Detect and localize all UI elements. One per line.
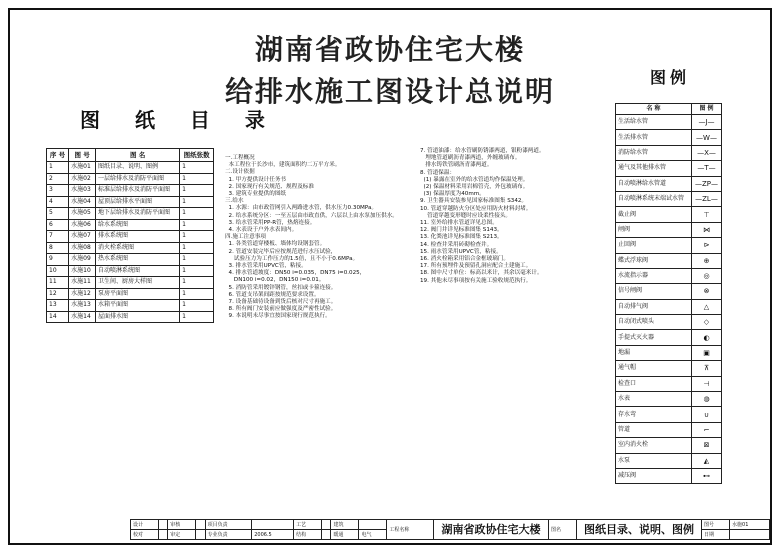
legend-header: 名 称 [616,104,692,115]
legend-symbol-icon: ∪ [692,407,722,422]
directory-cell: 1 [180,311,214,323]
directory-heading: 图 纸 目 录 [80,108,279,132]
legend-symbol-icon: —ZP— [692,176,722,191]
directory-header: 图纸张数 [180,149,214,162]
directory-cell: 屋顶层给排水平面图 [96,196,180,208]
tb-date-label: 日期 [702,530,730,540]
legend-row [616,253,722,268]
legend-symbol-icon: ◭ [692,453,722,468]
directory-cell: 标准层给排水及消防平面图 [96,185,180,197]
legend-name: 自动闭式喷头 [616,315,692,330]
tb-date: 2006.5 [252,530,294,540]
legend-symbol-icon: ⊼ [692,361,722,376]
tb-label: 设计 [131,520,159,530]
legend-name: 管道 [616,422,692,437]
tb-label: 结构 [294,530,322,540]
drawing-directory-table [46,148,214,323]
tb-label: 审核 [168,520,196,530]
directory-cell: 水施05 [69,208,96,220]
legend-row [616,161,722,176]
directory-cell: 8 [47,242,69,254]
legend-name: 地漏 [616,345,692,360]
legend-symbol-icon: ⌐ [692,422,722,437]
directory-row [47,196,214,208]
legend-name: 通气帽 [616,361,692,376]
legend-name: 蝶式浮球阀 [616,253,692,268]
directory-cell: 水施14 [69,311,96,323]
legend-row [616,191,722,206]
legend-row [616,176,722,191]
legend-row [616,345,722,360]
directory-header: 图 名 [96,149,180,162]
directory-cell: 屋面排水图 [96,311,180,323]
tb-drawing-label: 图名 [549,520,577,540]
legend-name: 水流指示器 [616,268,692,283]
tb-label: 电气 [359,530,387,540]
legend-row [616,361,722,376]
legend-symbol-icon: —X— [692,145,722,160]
legend-symbol-icon: ⊕ [692,253,722,268]
legend-name: 手提式灭火器 [616,330,692,345]
directory-cell: 卫生间、厨房大样图 [96,277,180,289]
directory-cell: 水施03 [69,185,96,197]
directory-cell: 1 [180,208,214,220]
legend-row [616,145,722,160]
directory-row [47,219,214,231]
directory-cell: 13 [47,300,69,312]
title-block [130,519,770,540]
legend-row [616,330,722,345]
legend-symbol-icon: ⊣ [692,376,722,391]
directory-cell: 自动喷淋系统图 [96,265,180,277]
legend-row [616,284,722,299]
directory-cell: 消火栓系统图 [96,242,180,254]
directory-cell: 10 [47,265,69,277]
directory-cell: 水施01 [69,162,96,174]
tb-drawing-name: 图纸目录、说明、图例 [577,520,702,540]
directory-cell: 地下层给排水及消防平面图 [96,208,180,220]
legend-name: 水表 [616,392,692,407]
tb-label: 建筑 [331,520,359,530]
directory-cell: 1 [180,254,214,266]
drawing-title-line1: 湖南省政协住宅大楼 [254,33,525,66]
legend-symbol-icon: ◎ [692,268,722,283]
legend-header: 图 例 [692,104,722,115]
legend-symbol-icon: ⊷ [692,468,722,483]
legend-name: 信号闸阀 [616,284,692,299]
directory-cell: 9 [47,254,69,266]
directory-cell: 1 [180,185,214,197]
notes-column-2: 7. 管道油漆：给水管刷防锈漆两道，银粉漆两道。 埋地管道刷沥青漆两道，外缠玻璃布。 排水铸铁管刷沥青漆两道。 8. 管道保温： (1) 暴露在室外的给水管道均作保温处理。 (2) 保温材料采用岩棉管壳，外包玻璃布。 (3) 保温厚度为40mm。 9. 卫生器具安装参见国家标准图集 S342。 10. 管道穿越防火分区处应用防火材料封堵。 管道穿越变形缝时应设柔性接头。 11. 室外给排水管道详见总图。 12. 阀门井详见标准图集 S143。 13. 化粪池详见标准图集 S213。 14. 检查井采用砖砌检查井。 15. 雨水管采用UPVC管，粘接。 16. 消火栓箱采用铝合金框玻璃门。 17. 所有预埋件及预留孔洞应配合土建施工。 18. 图中尺寸单位：标高以米计，其余以毫米计。 19. 其他未尽事项按有关施工验收规范执行。 [420,148,545,284]
directory-cell: 水箱平面图 [96,300,180,312]
directory-row [47,185,214,197]
legend-heading: 图例 [650,68,691,87]
directory-cell: 热水系统图 [96,254,180,266]
directory-cell: 水施08 [69,242,96,254]
legend-row [616,222,722,237]
legend-name: 检查口 [616,376,692,391]
legend-name: 生活排水管 [616,130,692,145]
legend-name: 自动喷淋给水管道 [616,176,692,191]
directory-cell: 水施04 [69,196,96,208]
directory-cell: 1 [180,173,214,185]
tb-label: 专业负责 [205,530,252,540]
legend-row [616,407,722,422]
legend-row [616,238,722,253]
legend-symbol-icon: △ [692,299,722,314]
tb-label: 暖通 [331,530,359,540]
directory-row [47,288,214,300]
directory-cell: 7 [47,231,69,243]
directory-cell: 水施02 [69,173,96,185]
tb-label: 项目负责 [205,520,252,530]
directory-cell: 水施09 [69,254,96,266]
tb-project-name: 湖南省政协住宅大楼 [434,520,549,540]
legend-symbol-icon: —J— [692,115,722,130]
directory-row [47,173,214,185]
legend-name: 减压阀 [616,468,692,483]
tb-project-label: 工程名称 [387,520,434,540]
legend-symbol-icon: ⋈ [692,222,722,237]
directory-row [47,300,214,312]
legend-row [616,438,722,453]
directory-cell: 12 [47,288,69,300]
directory-cell: 1 [180,219,214,231]
tb-number: 水施01 [730,520,770,530]
legend-symbol-icon: —T— [692,161,722,176]
directory-cell: 1 [180,288,214,300]
directory-cell: 1 [180,162,214,174]
directory-cell: 给水系统图 [96,219,180,231]
tb-label: 校对 [131,530,159,540]
legend-name: 自动喷淋系统末端试水管 [616,191,692,206]
legend-row [616,315,722,330]
directory-cell: 3 [47,185,69,197]
legend-row [616,422,722,437]
directory-cell: 1 [180,196,214,208]
directory-cell: 水施13 [69,300,96,312]
legend-symbol-icon: ⊠ [692,438,722,453]
directory-header: 图 号 [69,149,96,162]
directory-cell: 水施07 [69,231,96,243]
legend-symbol-icon: —ZL— [692,191,722,206]
legend-row [616,468,722,483]
directory-row [47,162,214,174]
directory-cell: 1 [180,242,214,254]
legend-name: 消防给水管 [616,145,692,160]
legend-name: 截止阀 [616,207,692,222]
directory-cell: 泵房平面图 [96,288,180,300]
directory-cell: 1 [180,231,214,243]
drawing-title-line2: 给排水施工图设计总说明 [224,75,555,108]
legend-name: 室内消火栓 [616,438,692,453]
directory-cell: 5 [47,208,69,220]
tb-label: 审定 [168,530,196,540]
legend-row [616,299,722,314]
legend-name: 存水弯 [616,407,692,422]
directory-header: 序 号 [47,149,69,162]
directory-cell: 2 [47,173,69,185]
directory-cell: 1 [180,300,214,312]
directory-cell: 14 [47,311,69,323]
legend-name: 止回阀 [616,238,692,253]
legend-name: 水泵 [616,453,692,468]
directory-row [47,311,214,323]
directory-row [47,277,214,289]
directory-cell: 排水系统图 [96,231,180,243]
directory-row [47,242,214,254]
directory-cell: 一层给排水及消防平面图 [96,173,180,185]
legend-symbol-icon: ◐ [692,330,722,345]
legend-name: 生活给水管 [616,115,692,130]
legend-row [616,453,722,468]
legend-row [616,268,722,283]
legend-row [616,130,722,145]
legend-symbol-icon: —W— [692,130,722,145]
directory-cell: 1 [180,277,214,289]
directory-cell: 1 [47,162,69,174]
legend-name: 通气及其他排水管 [616,161,692,176]
directory-cell: 4 [47,196,69,208]
tb-number-label: 图号 [702,520,730,530]
legend-name: 自动排气阀 [616,299,692,314]
directory-row [47,231,214,243]
directory-cell: 6 [47,219,69,231]
notes-column-1: 一.工程概况 本工程位于长沙市，建筑面积约二万平方米。 二.设计依据 1. 甲方提供设计任务书 2. 国家现行有关规范、规程及标准 3. 建筑专业提供的图纸 三.给水 1. 水源：由市政管网引入两路进水管，供水压力0.30MPa。 2. 给水系统分区：一至五层由市政直供，六层以上由水泵加压供水。 3. 给水管采用PP-R管，热熔连接。 4. 水表设于户外水表间内。 四.施工注意事项 1. 各类管道穿楼板、墙体均设钢套管。 2. 管道安装完毕后应按规范进行水压试验， 试验压力为工作压力的1.5倍，且不小于0.6MPa。 3. 排水管采用UPVC管，粘接。 4. 排水管道坡度：DN50 i=0.035，DN75 i=0.025， DN100 i=0.02，DN150 i=0.01。 5. 消防管采用镀锌钢管，丝扣或卡箍连接。 6. 管道支吊架间距按规范要求设置。 7. 设备基础待设备到货后核对尺寸再施工。 8. 所有阀门安装前应做强度及严密性试验。 9. 本说明未尽事宜按国家现行规范执行。 [225,155,398,320]
directory-cell: 11 [47,277,69,289]
directory-cell: 水施12 [69,288,96,300]
directory-row [47,265,214,277]
directory-cell: 图纸目录、说明、图例 [96,162,180,174]
legend-symbol-icon: ⊤ [692,207,722,222]
tb-label: 工艺 [294,520,322,530]
legend-row [616,207,722,222]
directory-cell: 水施06 [69,219,96,231]
legend-symbol-icon: ⊳ [692,238,722,253]
legend-symbol-icon: ◇ [692,315,722,330]
directory-row [47,208,214,220]
legend-symbol-icon: ▣ [692,345,722,360]
directory-row [47,254,214,266]
legend-symbol-icon: ⊗ [692,284,722,299]
legend-row [616,392,722,407]
directory-cell: 1 [180,265,214,277]
legend-row [616,376,722,391]
legend-table [615,103,722,484]
directory-cell: 水施11 [69,277,96,289]
legend-symbol-icon: ◍ [692,392,722,407]
legend-name: 闸阀 [616,222,692,237]
legend-row [616,115,722,130]
directory-cell: 水施10 [69,265,96,277]
